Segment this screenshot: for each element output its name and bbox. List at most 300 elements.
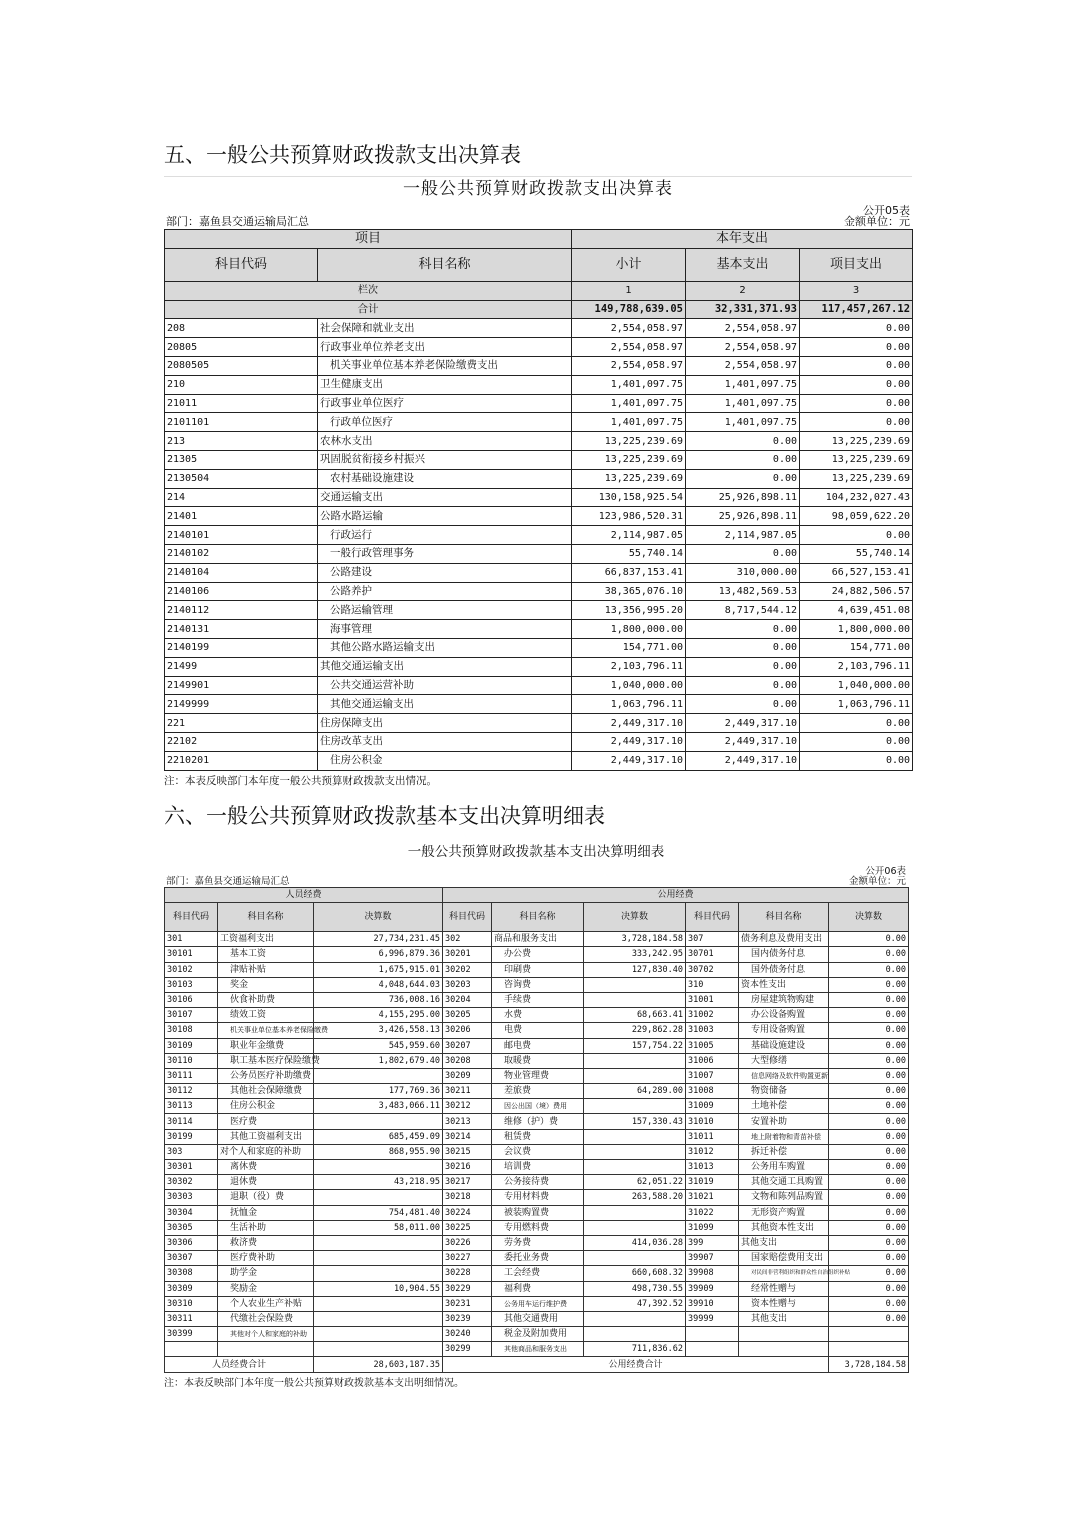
public-code: 30205: [443, 1008, 492, 1023]
capital-code: 307: [686, 932, 739, 947]
index-1: 1: [572, 281, 686, 300]
public-amount: 157,330.43: [584, 1114, 686, 1129]
public-code: 30229: [443, 1281, 492, 1296]
capital-name: 安置补助: [739, 1114, 829, 1129]
capital-name: 国外债务付息: [739, 962, 829, 977]
capital-code: 31013: [686, 1160, 739, 1175]
row-code: 2140102: [165, 544, 318, 563]
table-row: [165, 695, 913, 714]
row-code: 2130504: [165, 469, 318, 488]
personnel-name: 医疗费: [218, 1114, 314, 1129]
personnel-name: 其他对个人和家庭的补助: [218, 1327, 314, 1342]
personnel-amount: 58,011.00: [314, 1220, 443, 1235]
table-row: [165, 1053, 909, 1068]
row-name: 行政运行: [318, 526, 572, 545]
index-3: 3: [800, 281, 913, 300]
header-personnel: 人员经费: [165, 888, 443, 903]
table-row: [165, 601, 913, 620]
basic-expenditure-table: [164, 887, 909, 1373]
personnel-code: 303: [165, 1144, 218, 1159]
capital-name: 专用设备购置: [739, 1023, 829, 1038]
public-code: 30240: [443, 1327, 492, 1342]
row-basic: 0.00: [686, 620, 800, 639]
personnel-name: 对个人和家庭的补助: [218, 1144, 314, 1159]
public-amount: 263,588.20: [584, 1190, 686, 1205]
capital-code: 39907: [686, 1251, 739, 1266]
personnel-amount: 868,955.90: [314, 1144, 443, 1159]
capital-code: 31002: [686, 1008, 739, 1023]
public-name: 商品和服务支出: [492, 932, 584, 947]
row-project: 2,103,796.11: [800, 657, 913, 676]
table-row: [165, 676, 913, 695]
table-row: [165, 1235, 909, 1250]
capital-amount: 0.00: [829, 1205, 909, 1220]
public-code: 30213: [443, 1114, 492, 1129]
row-code: 214: [165, 488, 318, 507]
personnel-name: [218, 1342, 314, 1357]
personnel-name: 助学金: [218, 1266, 314, 1281]
header-name-1: 科目名称: [218, 903, 314, 932]
public-amount: 711,836.62: [584, 1342, 686, 1357]
public-amount: 62,051.22: [584, 1175, 686, 1190]
table-row: [165, 1175, 909, 1190]
capital-code: 31010: [686, 1114, 739, 1129]
capital-amount: 0.00: [829, 1114, 909, 1129]
row-basic: 25,926,898.11: [686, 488, 800, 507]
public-code: 30227: [443, 1251, 492, 1266]
public-name: 租赁费: [492, 1129, 584, 1144]
personnel-name: 职业年金缴费: [218, 1038, 314, 1053]
personnel-amount: 754,481.40: [314, 1205, 443, 1220]
personnel-code: 30311: [165, 1311, 218, 1326]
personnel-total: 28,603,187.35: [314, 1357, 443, 1372]
total-label: 合计: [165, 300, 572, 319]
header-name-2: 科目名称: [492, 903, 584, 932]
public-name: 会议费: [492, 1144, 584, 1159]
table-row: [165, 526, 913, 545]
capital-amount: 0.00: [829, 1053, 909, 1068]
personnel-name: 代缴社会保险费: [218, 1311, 314, 1326]
capital-amount: 0.00: [829, 1281, 909, 1296]
capital-amount: 0.00: [829, 962, 909, 977]
personnel-code: 30308: [165, 1266, 218, 1281]
table2-meta: [164, 861, 908, 887]
row-name: 一般行政管理事务: [318, 544, 572, 563]
personnel-amount: 10,904.55: [314, 1281, 443, 1296]
public-amount: [584, 1311, 686, 1326]
personnel-amount: [314, 1190, 443, 1205]
table-row: [165, 638, 913, 657]
table1-unit: 金额单位：元: [844, 215, 910, 228]
row-project: 0.00: [800, 356, 913, 375]
row-basic: 2,554,058.97: [686, 319, 800, 338]
public-name: 培训费: [492, 1160, 584, 1175]
row-project: 4,639,451.08: [800, 601, 913, 620]
capital-amount: 0.00: [829, 1099, 909, 1114]
personnel-name: 离休费: [218, 1160, 314, 1175]
row-basic: 2,114,987.05: [686, 526, 800, 545]
row-subtotal: 2,554,058.97: [572, 338, 686, 357]
table-row: [165, 1296, 909, 1311]
public-amount: 498,730.55: [584, 1281, 686, 1296]
personnel-code: 30304: [165, 1205, 218, 1220]
row-name: 公路建设: [318, 563, 572, 582]
capital-code: 39999: [686, 1311, 739, 1326]
table2-number: 公开06表: [865, 866, 906, 877]
personnel-code: 30307: [165, 1251, 218, 1266]
public-code: 30214: [443, 1129, 492, 1144]
public-amount: 64,289.00: [584, 1084, 686, 1099]
public-amount: [584, 1129, 686, 1144]
row-name: 其他交通运输支出: [318, 657, 572, 676]
row-subtotal: 13,356,995.20: [572, 601, 686, 620]
capital-amount: 0.00: [829, 932, 909, 947]
index-2: 2: [686, 281, 800, 300]
row-basic: 1,401,097.75: [686, 375, 800, 394]
row-basic: 2,449,317.10: [686, 751, 800, 770]
row-name: 卫生健康支出: [318, 375, 572, 394]
public-code: 30203: [443, 977, 492, 992]
personnel-total-label: 人员经费合计: [165, 1357, 314, 1372]
header-amount-1: 决算数: [314, 903, 443, 932]
personnel-amount: 3,426,558.13: [314, 1023, 443, 1038]
header-project: 项目支出: [800, 248, 913, 281]
personnel-name: 绩效工资: [218, 1008, 314, 1023]
public-amount: [584, 1099, 686, 1114]
public-amount: [584, 1220, 686, 1235]
personnel-amount: 545,959.60: [314, 1038, 443, 1053]
capital-code: [686, 1342, 739, 1357]
row-name: 其他公路水路运输支出: [318, 638, 572, 657]
public-amount: [584, 1144, 686, 1159]
header-code-3: 科目代码: [686, 903, 739, 932]
table-row: [165, 1084, 909, 1099]
total-subtotal: 149,788,639.05: [572, 300, 686, 319]
header-basic: 基本支出: [686, 248, 800, 281]
capital-name: 物资储备: [739, 1084, 829, 1099]
capital-name: 房屋建筑物购建: [739, 992, 829, 1007]
header-code-2: 科目代码: [443, 903, 492, 932]
personnel-name: 救济费: [218, 1235, 314, 1250]
row-name: 公共交通运营补助: [318, 676, 572, 695]
row-basic: 1,401,097.75: [686, 394, 800, 413]
row-name: 公路运输管理: [318, 601, 572, 620]
public-code: 30215: [443, 1144, 492, 1159]
capital-amount: 0.00: [829, 1084, 909, 1099]
table-row: [165, 375, 913, 394]
capital-code: 31003: [686, 1023, 739, 1038]
public-code: 30231: [443, 1296, 492, 1311]
row-project: 0.00: [800, 338, 913, 357]
table-row: [165, 1327, 909, 1342]
personnel-code: 30107: [165, 1008, 218, 1023]
public-code: 30202: [443, 962, 492, 977]
table1-meta: [164, 201, 912, 229]
row-code: 22102: [165, 732, 318, 751]
capital-amount: 0.00: [829, 1266, 909, 1281]
personnel-amount: 736,008.16: [314, 992, 443, 1007]
personnel-name: 基本工资: [218, 947, 314, 962]
personnel-name: 奖金: [218, 977, 314, 992]
capital-code: 31021: [686, 1190, 739, 1205]
row-project: 66,527,153.41: [800, 563, 913, 582]
personnel-amount: [314, 1327, 443, 1342]
row-basic: 2,449,317.10: [686, 714, 800, 733]
table-row: [165, 1068, 909, 1083]
row-code: 21499: [165, 657, 318, 676]
capital-code: 31019: [686, 1175, 739, 1190]
capital-code: 399: [686, 1235, 739, 1250]
personnel-code: 30310: [165, 1296, 218, 1311]
capital-name: 文物和陈列品购置: [739, 1190, 829, 1205]
table-row: [165, 657, 913, 676]
table-row: [165, 977, 909, 992]
personnel-code: 30399: [165, 1327, 218, 1342]
public-amount: 229,862.28: [584, 1023, 686, 1038]
capital-code: 31001: [686, 992, 739, 1007]
capital-name: [739, 1342, 829, 1357]
row-basic: 0.00: [686, 695, 800, 714]
public-name: 办公费: [492, 947, 584, 962]
personnel-amount: [314, 1114, 443, 1129]
personnel-amount: [314, 1266, 443, 1281]
personnel-code: 30301: [165, 1160, 218, 1175]
personnel-code: 30309: [165, 1281, 218, 1296]
personnel-name: 津贴补贴: [218, 962, 314, 977]
personnel-code: 30108: [165, 1023, 218, 1038]
public-amount: 157,754.22: [584, 1038, 686, 1053]
row-basic: 0.00: [686, 450, 800, 469]
public-total: 3,728,184.58: [829, 1357, 909, 1372]
public-code: 30209: [443, 1068, 492, 1083]
table-row: [165, 488, 913, 507]
row-code: 2140101: [165, 526, 318, 545]
public-code: 30207: [443, 1038, 492, 1053]
personnel-code: 30306: [165, 1235, 218, 1250]
public-amount: [584, 992, 686, 1007]
capital-name: 其他支出: [739, 1311, 829, 1326]
capital-amount: 0.00: [829, 1296, 909, 1311]
table1-total-row: [165, 300, 913, 319]
table1-department: 部门：嘉鱼县交通运输局汇总: [166, 215, 309, 228]
row-basic: 2,554,058.97: [686, 338, 800, 357]
capital-code: 31011: [686, 1129, 739, 1144]
public-name: 公务用车运行维护费: [492, 1296, 584, 1311]
header-name-3: 科目名称: [739, 903, 829, 932]
public-name: 专用材料费: [492, 1190, 584, 1205]
personnel-name: 医疗费补助: [218, 1251, 314, 1266]
capital-name: 地上附着物和青苗补偿: [739, 1129, 829, 1144]
row-subtotal: 1,063,796.11: [572, 695, 686, 714]
public-amount: [584, 1068, 686, 1083]
public-name: 维修（护）费: [492, 1114, 584, 1129]
public-name: 电费: [492, 1023, 584, 1038]
row-name: 住房改革支出: [318, 732, 572, 751]
table-row: [165, 732, 913, 751]
table1-index-row: [165, 281, 913, 300]
personnel-code: 30101: [165, 947, 218, 962]
personnel-code: 301: [165, 932, 218, 947]
table2-header-row-1: [165, 888, 909, 903]
public-amount: 127,830.40: [584, 962, 686, 977]
capital-code: 31006: [686, 1053, 739, 1068]
public-amount: 660,608.32: [584, 1266, 686, 1281]
table-row: [165, 432, 913, 451]
row-basic: 310,000.00: [686, 563, 800, 582]
row-project: 1,063,796.11: [800, 695, 913, 714]
row-code: 210: [165, 375, 318, 394]
row-subtotal: 13,225,239.69: [572, 469, 686, 488]
public-code: 30225: [443, 1220, 492, 1235]
public-code: 30212: [443, 1099, 492, 1114]
capital-code: 31008: [686, 1084, 739, 1099]
public-name: 差旅费: [492, 1084, 584, 1099]
personnel-amount: 1,802,679.40: [314, 1053, 443, 1068]
capital-code: 31099: [686, 1220, 739, 1235]
row-project: 1,800,000.00: [800, 620, 913, 639]
public-code: 30204: [443, 992, 492, 1007]
row-basic: 0.00: [686, 657, 800, 676]
table2-title: 一般公共预算财政拨款基本支出决算明细表: [407, 844, 665, 860]
personnel-code: 30305: [165, 1220, 218, 1235]
table-row: [165, 932, 909, 947]
public-code: 30218: [443, 1190, 492, 1205]
row-code: 21011: [165, 394, 318, 413]
row-subtotal: 123,986,520.31: [572, 507, 686, 526]
personnel-code: 30111: [165, 1068, 218, 1083]
public-name: 税金及附加费用: [492, 1327, 584, 1342]
table-row: [165, 338, 913, 357]
row-project: 0.00: [800, 751, 913, 770]
personnel-amount: 6,996,879.36: [314, 947, 443, 962]
personnel-amount: [314, 1311, 443, 1326]
capital-amount: [829, 1342, 909, 1357]
public-name: 物业管理费: [492, 1068, 584, 1083]
personnel-amount: 27,734,231.45: [314, 932, 443, 947]
public-total-label: 公用经费合计: [443, 1357, 829, 1372]
capital-code: 39909: [686, 1281, 739, 1296]
capital-amount: [829, 1327, 909, 1342]
row-basic: 0.00: [686, 432, 800, 451]
capital-name: 债务利息及费用支出: [739, 932, 829, 947]
public-name: 水费: [492, 1008, 584, 1023]
table-row: [165, 1311, 909, 1326]
row-code: 213: [165, 432, 318, 451]
row-subtotal: 13,225,239.69: [572, 432, 686, 451]
row-project: 24,882,506.57: [800, 582, 913, 601]
row-name: 其他交通运输支出: [318, 695, 572, 714]
row-code: 2080505: [165, 356, 318, 375]
header-code: 科目代码: [165, 248, 318, 281]
public-code: 30226: [443, 1235, 492, 1250]
table-row: [165, 563, 913, 582]
capital-name: 其他资本性支出: [739, 1220, 829, 1235]
table-row: [165, 751, 913, 770]
row-name: 农林水支出: [318, 432, 572, 451]
table-row: [165, 1220, 909, 1235]
capital-amount: 0.00: [829, 1068, 909, 1083]
capital-code: 30701: [686, 947, 739, 962]
row-basic: 13,482,569.53: [686, 582, 800, 601]
capital-amount: 0.00: [829, 1190, 909, 1205]
row-name: 住房保障支出: [318, 714, 572, 733]
table-row: [165, 394, 913, 413]
row-name: 公路水路运输: [318, 507, 572, 526]
personnel-amount: 3,483,066.11: [314, 1099, 443, 1114]
capital-name: 拆迁补偿: [739, 1144, 829, 1159]
personnel-name: 职工基本医疗保险缴费: [218, 1053, 314, 1068]
table-row: [165, 1099, 909, 1114]
row-subtotal: 2,103,796.11: [572, 657, 686, 676]
table1-number: 公开05表: [863, 204, 910, 217]
header-public: 公用经费: [443, 888, 909, 903]
header-amount-3: 决算数: [829, 903, 909, 932]
capital-name: 国内债务付息: [739, 947, 829, 962]
capital-amount: 0.00: [829, 947, 909, 962]
table-row: [165, 1129, 909, 1144]
section-5-heading: 五、一般公共预算财政拨款支出决算表: [164, 143, 521, 167]
personnel-name: 生活补助: [218, 1220, 314, 1235]
personnel-amount: [314, 1068, 443, 1083]
header-item: 项目: [165, 230, 572, 249]
row-code: 2149999: [165, 695, 318, 714]
personnel-code: 30103: [165, 977, 218, 992]
row-code: 2101101: [165, 413, 318, 432]
capital-name: 信息网络及软件购置更新: [739, 1068, 829, 1083]
public-code: 30206: [443, 1023, 492, 1038]
row-project: 1,040,000.00: [800, 676, 913, 695]
table2-department: 部门：嘉鱼县交通运输局汇总: [166, 876, 290, 887]
personnel-name: 奖励金: [218, 1281, 314, 1296]
personnel-code: 30106: [165, 992, 218, 1007]
personnel-amount: 177,769.36: [314, 1084, 443, 1099]
table-row: [165, 469, 913, 488]
table-row: [165, 1008, 909, 1023]
row-code: 2149901: [165, 676, 318, 695]
personnel-code: 30112: [165, 1084, 218, 1099]
row-basic: 0.00: [686, 544, 800, 563]
row-basic: 8,717,544.12: [686, 601, 800, 620]
row-code: 21305: [165, 450, 318, 469]
capital-code: 30702: [686, 962, 739, 977]
public-amount: [584, 1251, 686, 1266]
personnel-name: 退休费: [218, 1175, 314, 1190]
personnel-amount: 4,048,644.03: [314, 977, 443, 992]
row-project: 0.00: [800, 319, 913, 338]
row-name: 海事管理: [318, 620, 572, 639]
table-row: [165, 356, 913, 375]
table-row: [165, 1281, 909, 1296]
row-project: 13,225,239.69: [800, 450, 913, 469]
public-name: 印刷费: [492, 962, 584, 977]
row-basic: 0.00: [686, 469, 800, 488]
row-subtotal: 2,114,987.05: [572, 526, 686, 545]
index-label: 栏次: [165, 281, 572, 300]
capital-amount: 0.00: [829, 1008, 909, 1023]
capital-name: [739, 1327, 829, 1342]
capital-name: 办公设备购置: [739, 1008, 829, 1023]
personnel-name: 其他工资福利支出: [218, 1129, 314, 1144]
capital-amount: 0.00: [829, 977, 909, 992]
capital-name: 公务用车购置: [739, 1160, 829, 1175]
public-amount: [584, 1053, 686, 1068]
row-code: 2140112: [165, 601, 318, 620]
row-subtotal: 1,401,097.75: [572, 413, 686, 432]
capital-amount: 0.00: [829, 1220, 909, 1235]
row-subtotal: 1,401,097.75: [572, 375, 686, 394]
table-row: [165, 1023, 909, 1038]
table-row: [165, 1266, 909, 1281]
